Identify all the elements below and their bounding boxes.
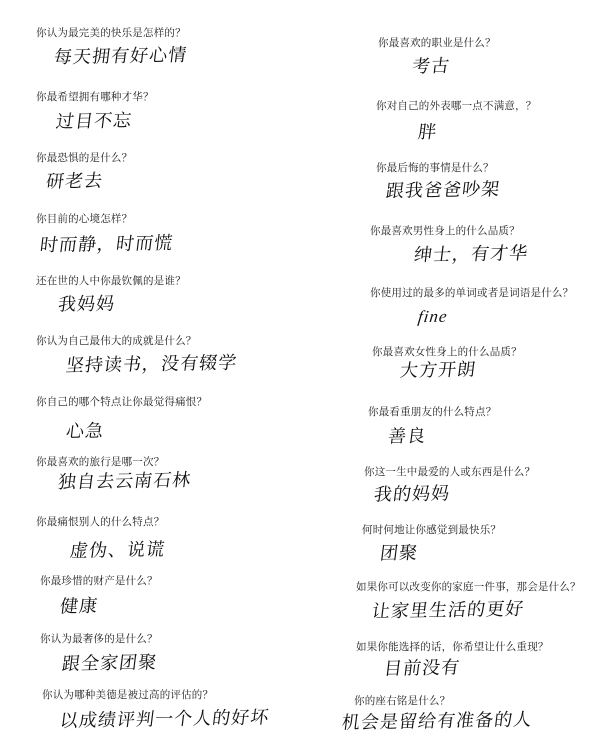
question-text: 你最后悔的事情是什么？	[376, 162, 494, 174]
handwritten-answer: 虚伪、说谎	[68, 539, 167, 562]
question-text: 你认为最完美的快乐是怎样的？	[36, 27, 186, 39]
handwritten-answer: 目前没有	[382, 657, 462, 680]
handwritten-answer: 每天拥有好心情	[52, 44, 189, 69]
handwritten-answer: 大方开朗	[398, 359, 478, 382]
question-text: 你最喜欢女性身上的什么品质？	[372, 346, 522, 358]
question-text: 如果你可以改变你的家庭一件事，那会是什么？	[356, 581, 581, 593]
handwritten-answer: 团聚	[378, 542, 420, 565]
question-text: 你最喜欢的旅行是哪一次？	[36, 456, 165, 468]
question-text: 你最喜欢的职业是什么？	[378, 37, 496, 49]
question-text: 你认为哪种美德是被过高的评估的？	[42, 689, 214, 701]
handwritten-answer: 过目不忘	[54, 110, 134, 133]
question-text: 你使用过的最多的单词或者是词语是什么？	[370, 287, 574, 299]
handwritten-answer: 跟全家团聚	[60, 652, 159, 675]
handwritten-answer: fine	[416, 306, 449, 327]
handwritten-answer: 我妈妈	[56, 293, 117, 316]
right-column	[300, 0, 604, 748]
handwritten-answer: 以成绩评判一个人的好坏	[58, 707, 271, 732]
handwritten-answer: 考古	[410, 55, 452, 78]
question-text: 还在世的人中你最钦佩的是谁？	[36, 275, 186, 287]
question-text: 你目前的心境怎样？	[36, 213, 133, 225]
question-text: 如果你能选择的话，你希望让什么重现？	[356, 641, 549, 653]
handwritten-answer: 时而静，时而慌	[38, 232, 175, 257]
question-text: 你最希望拥有哪种才华？	[36, 91, 154, 103]
handwritten-answer: 绅士，有才华	[412, 243, 530, 266]
handwritten-answer: 健康	[58, 595, 100, 618]
question-text: 你最珍惜的财产是什么？	[40, 575, 158, 587]
handwritten-answer: 心急	[64, 420, 106, 443]
handwritten-answer: 独自去云南石林	[56, 469, 193, 494]
question-text: 你对自己的外表哪一点不满意，？	[376, 100, 537, 112]
question-text: 你这一生中最爱的人或东西是什么？	[364, 466, 536, 478]
handwritten-answer: 机会是留给有准备的人	[340, 709, 534, 734]
question-text: 你最恐惧的是什么？	[36, 152, 133, 164]
question-text: 你最痛恨别人的什么特点？	[36, 516, 165, 528]
handwritten-answer: 跟我爸爸吵架	[384, 179, 502, 202]
handwritten-answer: 让家里生活的更好	[370, 598, 526, 623]
question-text: 你认为自己最伟大的成就是什么？	[36, 335, 197, 347]
question-text: 何时何地让你感觉到最快乐？	[362, 524, 502, 536]
handwritten-answer: 研老去	[44, 170, 105, 193]
handwritten-answer: 善良	[386, 425, 428, 448]
question-text: 你自己的哪个特点让你最觉得痛恨？	[36, 396, 208, 408]
handwritten-answer: 我的妈妈	[372, 483, 452, 506]
question-text: 你最看重朋友的什么特点？	[368, 406, 497, 418]
left-column	[0, 0, 300, 748]
handwritten-answer: 胖	[416, 121, 439, 144]
question-text: 你最喜欢男性身上的什么品质？	[370, 225, 520, 237]
question-text: 你的座右铭是什么？	[354, 695, 451, 707]
question-text: 你认为最奢侈的是什么？	[40, 633, 158, 645]
handwritten-answer: 坚持读书，没有辍学	[64, 352, 239, 377]
